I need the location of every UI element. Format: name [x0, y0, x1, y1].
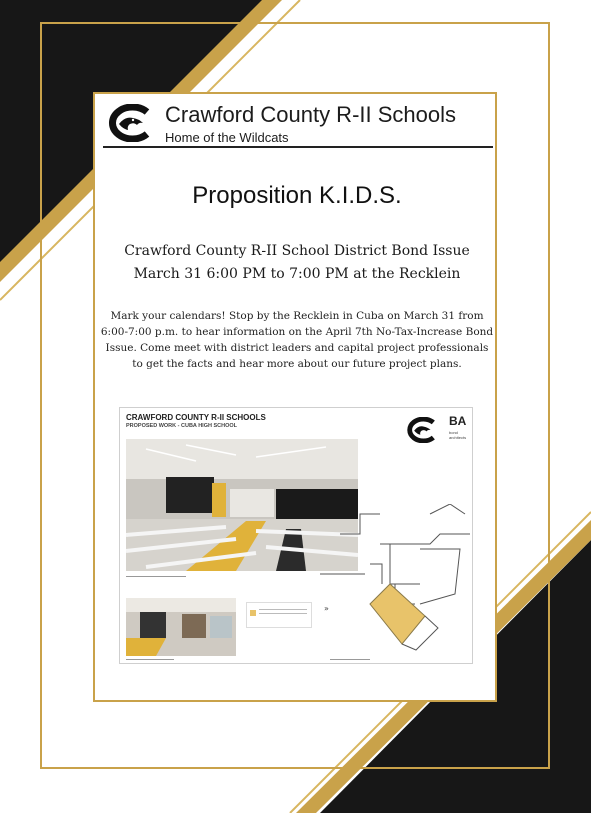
- legend-swatch: [250, 610, 256, 616]
- architect-logo: BA: [449, 414, 467, 428]
- wildcat-logo-icon: [403, 417, 439, 443]
- subtitle-line-1: Crawford County R-II School District Bond Issue: [124, 243, 470, 259]
- subtitle-line-2: March 31 6:00 PM to 7:00 PM at the Recklein: [133, 266, 461, 282]
- flyer-card: [93, 92, 497, 702]
- entry-rendering: [126, 598, 236, 656]
- event-description: Mark your calendars! Stop by the Recklein in Cuba on March 31 from 6:00-7:00 p.m. to hear information on the April 7th No-Tax-Increase Bond Issue. Come meet with district leaders and capital project professionals to get the facts and hear more about our future project plans.: [100, 310, 494, 370]
- school-tagline: Home of the Wildcats: [165, 130, 289, 145]
- school-name: Crawford County R-II Schools: [165, 102, 456, 127]
- page-title: Proposition K.I.D.S.: [192, 182, 402, 209]
- caption-line: [126, 576, 186, 577]
- floor-plan-drawing: [320, 504, 470, 654]
- legend-text-lines: [259, 609, 307, 619]
- architect-name: bond architects: [449, 430, 467, 440]
- sheet-title: CRAWFORD COUNTY R-II SCHOOLS: [126, 413, 266, 422]
- wildcat-logo-icon: [103, 104, 155, 142]
- school-header: [103, 96, 493, 148]
- caption-line: [330, 659, 370, 660]
- next-arrow-icon: »: [324, 604, 329, 613]
- event-subtitle: [95, 240, 499, 286]
- caption-line: [126, 659, 174, 660]
- plan-legend: [246, 602, 312, 628]
- proposed-work-sheet: [119, 407, 473, 664]
- sheet-subtitle: PROPOSED WORK - CUBA HIGH SCHOOL: [126, 423, 238, 429]
